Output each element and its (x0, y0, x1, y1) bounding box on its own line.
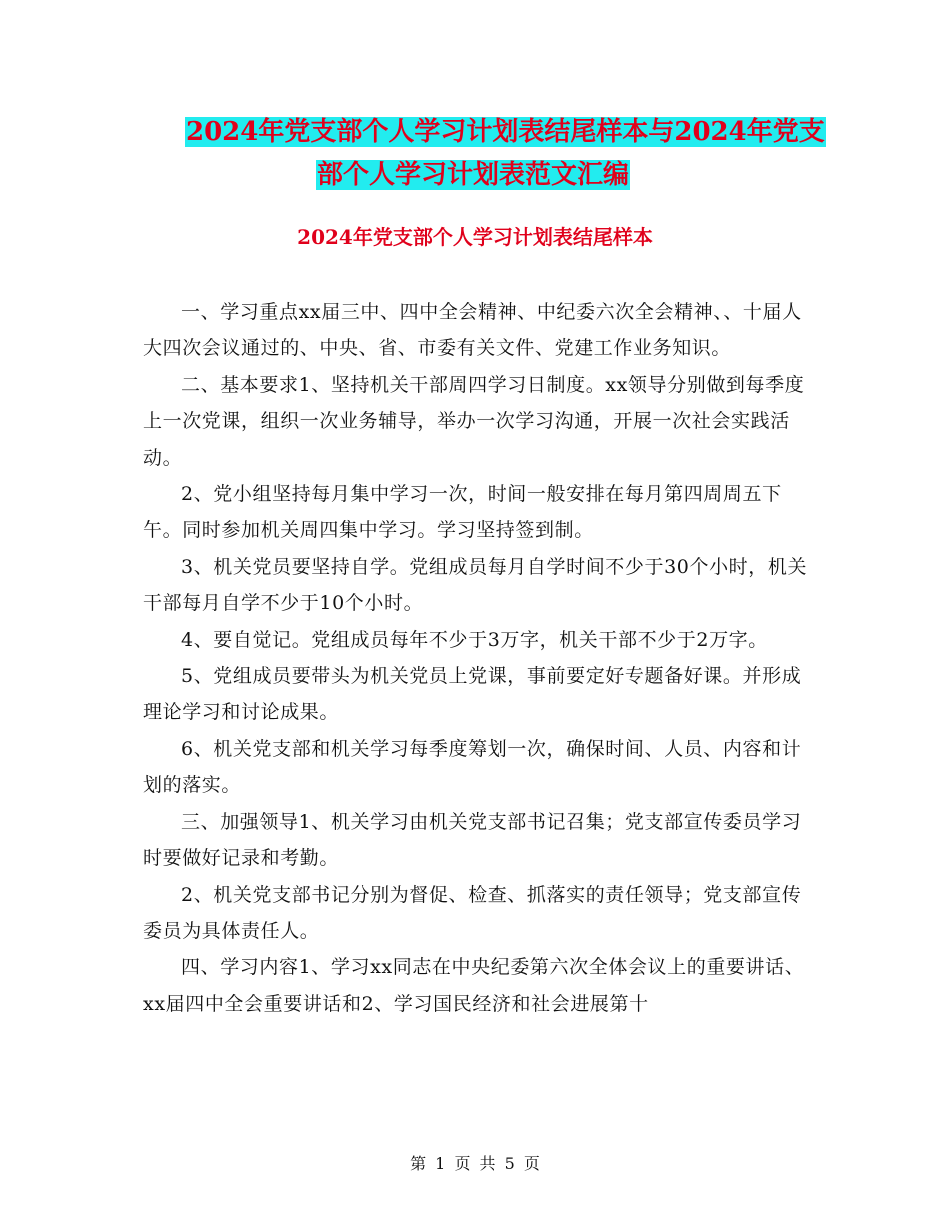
paragraph: 一、学习重点xx届三中、四中全会精神、中纪委六次全会精神、、十届人大四次会议通过的、中央、省、市委有关文件、党建工作业务知识。 (143, 301, 802, 360)
paragraph: 5、党组成员要带头为机关党员上党课，事前要定好专题备好课。并形成理论学习和讨论成果。 (143, 665, 802, 724)
document-title-line-1 (185, 113, 826, 151)
title-highlight: 部个人学习计划表范文汇编 (317, 160, 630, 190)
paragraph: 6、机关党支部和机关学习每季度筹划一次，确保时间、人员、内容和计划的落实。 (143, 737, 802, 797)
document-title-line-2 (316, 156, 630, 194)
section-subtitle: 2024年党支部个人学习计划表结尾样本 (297, 225, 653, 249)
paragraph: 2、机关党支部书记分别为督促、检查、抓落实的责任领导；党支部宣传委员为具体责任人。 (143, 883, 802, 942)
paragraph: 4、要自觉记。党组成员每年不少于3万字，机关干部不少于2万字。 (181, 628, 768, 651)
paragraph: 四、学习内容1、学习xx同志在中央纪委第六次全体会议上的重要讲话、xx届四中全会重要讲话和2、学习国民经济和社会进展第十 (143, 956, 805, 1015)
paragraph: 3、机关党员要坚持自学。党组成员每月自学时间不少于30个小时，机关干部每月自学不少于10个小时。 (143, 555, 808, 615)
paragraph: 二、基本要求1、坚持机关干部周四学习日制度。xx领导分别做到每季度上一次党课，组织一次业务辅导，举办一次学习沟通，开展一次社会实践活动。 (143, 373, 805, 469)
page-footer: 第 1 页 共 5 页 (410, 1154, 540, 1173)
document-body (143, 294, 813, 1022)
paragraph: 2、党小组坚持每月集中学习一次，时间一般安排在每月第四周周五下午。同时参加机关周四集中学习。学习坚持签到制。 (143, 483, 782, 542)
title-highlight: 2024年党支部个人学习计划表结尾样本与2024年党支 (186, 117, 825, 147)
paragraph: 三、加强领导1、机关学习由机关党支部书记召集；党支部宣传委员学习时要做好记录和考勤。 (143, 810, 802, 870)
